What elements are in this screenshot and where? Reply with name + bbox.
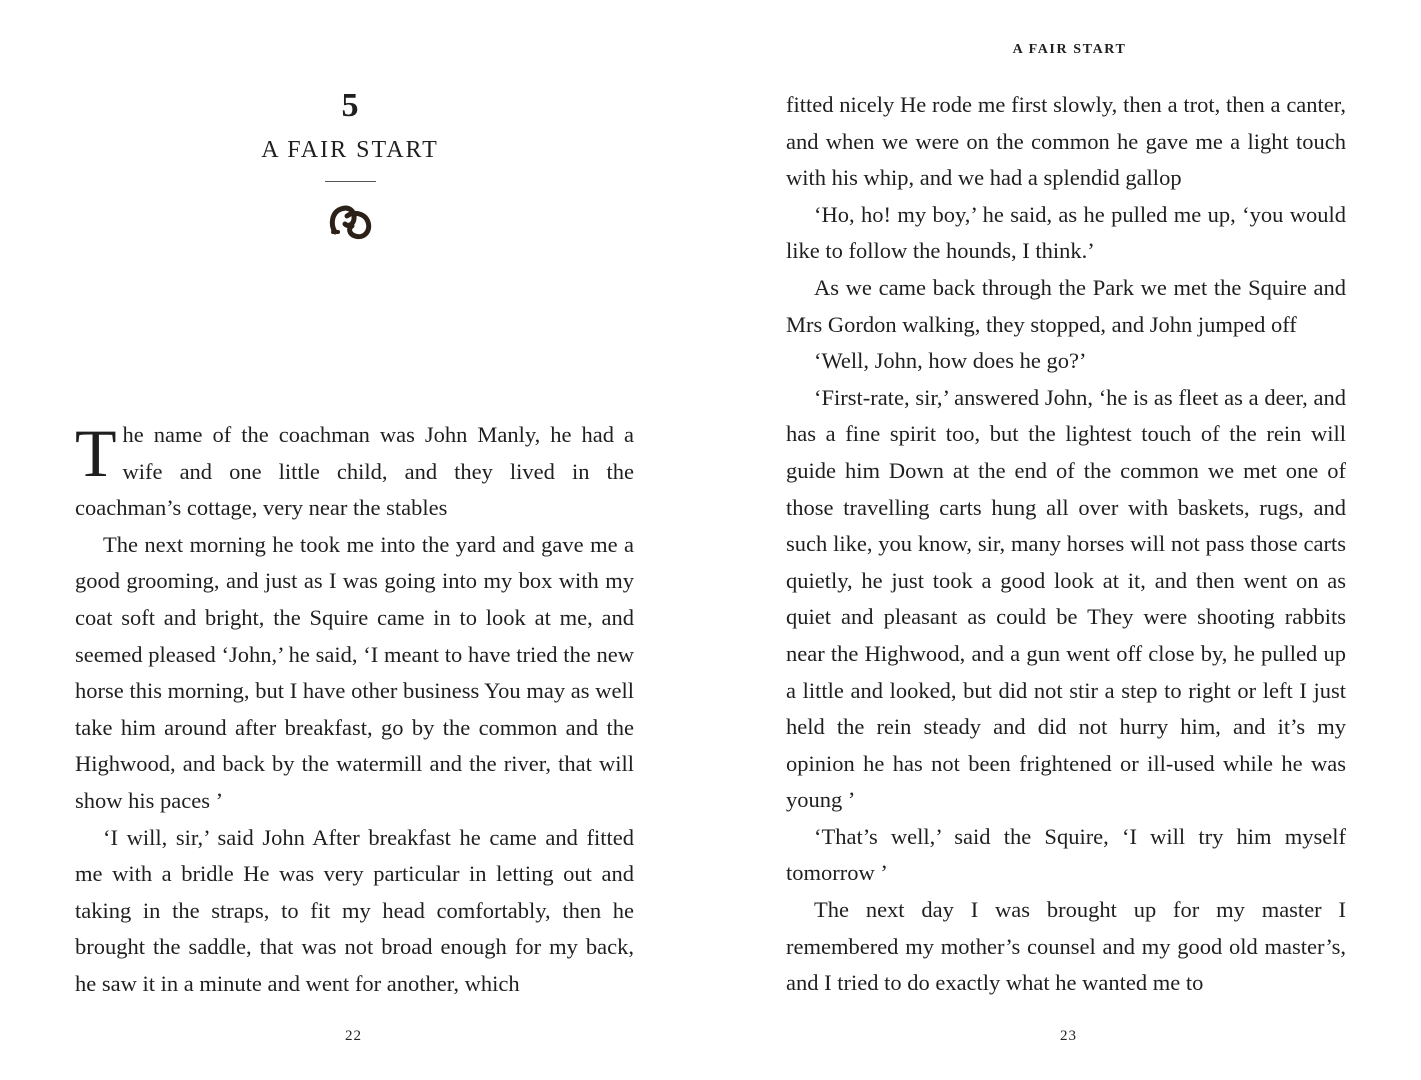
horseshoe-icon — [327, 202, 375, 242]
right-page-text — [786, 87, 1346, 1002]
paragraph: ‘Well, John, how does he go?’ — [814, 348, 1087, 374]
paragraph: The next day I was brought up for my master I remembered my mother’s counsel and my good old master’s, and I tried to do exactly what he wanted me to — [786, 897, 1346, 996]
chapter-title: A FAIR START — [261, 137, 439, 163]
paragraph: ‘Ho, ho! my boy,’ he said, as he pulled me up, ‘you would like to follow the hounds, I think.’ — [786, 201, 1346, 264]
left-page-text — [75, 417, 634, 1003]
opening-paragraph-text: he name of the coachman was John Manly, he had a wife and one little child, and they lived in the coachman’s cottage, very near the stables — [75, 422, 634, 521]
continued-paragraph: fitted nicely He rode me first slowly, then a trot, then a canter, and when we were on the common he gave me a light touch with his whip, and we had a splendid gallop — [786, 92, 1346, 191]
paragraph: ‘That’s well,’ said the Squire, ‘I will try him myself tomorrow ’ — [786, 823, 1346, 886]
left-page — [0, 0, 710, 1080]
running-header: A FAIR START — [1012, 42, 1127, 57]
page-number-left: 22 — [345, 1028, 362, 1044]
paragraph: ‘First-rate, sir,’ answered John, ‘he is as fleet as a deer, and has a fine spirit too, but the lightest touch of the rein will guide him Down at the end of the common we met one of those travelling carts hung all over with baskets, rugs, and such like, you know, sir, many horses will not pass those carts quietly, he just took a good look at it, and then went on as quiet and pleasant as could be They were shooting rabbits near the Highwood, and a gun went off close by, he pulled up a little and looked, but did not stir a step to right or left I just held the rein steady and did not hurry him, and it’s my opinion he has not been frightened or ill-used while he was young ’ — [786, 384, 1346, 813]
page-number-right: 23 — [1060, 1028, 1077, 1044]
chapter-number: 5 — [341, 87, 359, 124]
paragraph: As we came back through the Park we met the Squire and Mrs Gordon walking, they stopped, and John jumped off — [786, 274, 1346, 337]
drop-cap: T — [75, 415, 117, 491]
chapter-divider — [325, 181, 376, 182]
paragraph: The next morning he took me into the yard and gave me a good grooming, and just as I was going into my box with my coat soft and bright, the Squire came in to look at me, and seemed pleased ‘John,’ he said, ‘I meant to have tried the new horse this morning, but I have other business You may as well take him around after breakfast, go by the common and the Highwood, and back by the watermill and the river, that will show his paces ’ — [75, 531, 634, 813]
paragraph: ‘I will, sir,’ said John After breakfast he came and fitted me with a bridle He was very particular in letting out and taking in the straps, to fit my head comfortably, then he brought the saddle, that was not broad enough for my back, he saw it in a minute and went for another, which — [75, 824, 634, 996]
opening-paragraph — [75, 417, 634, 527]
